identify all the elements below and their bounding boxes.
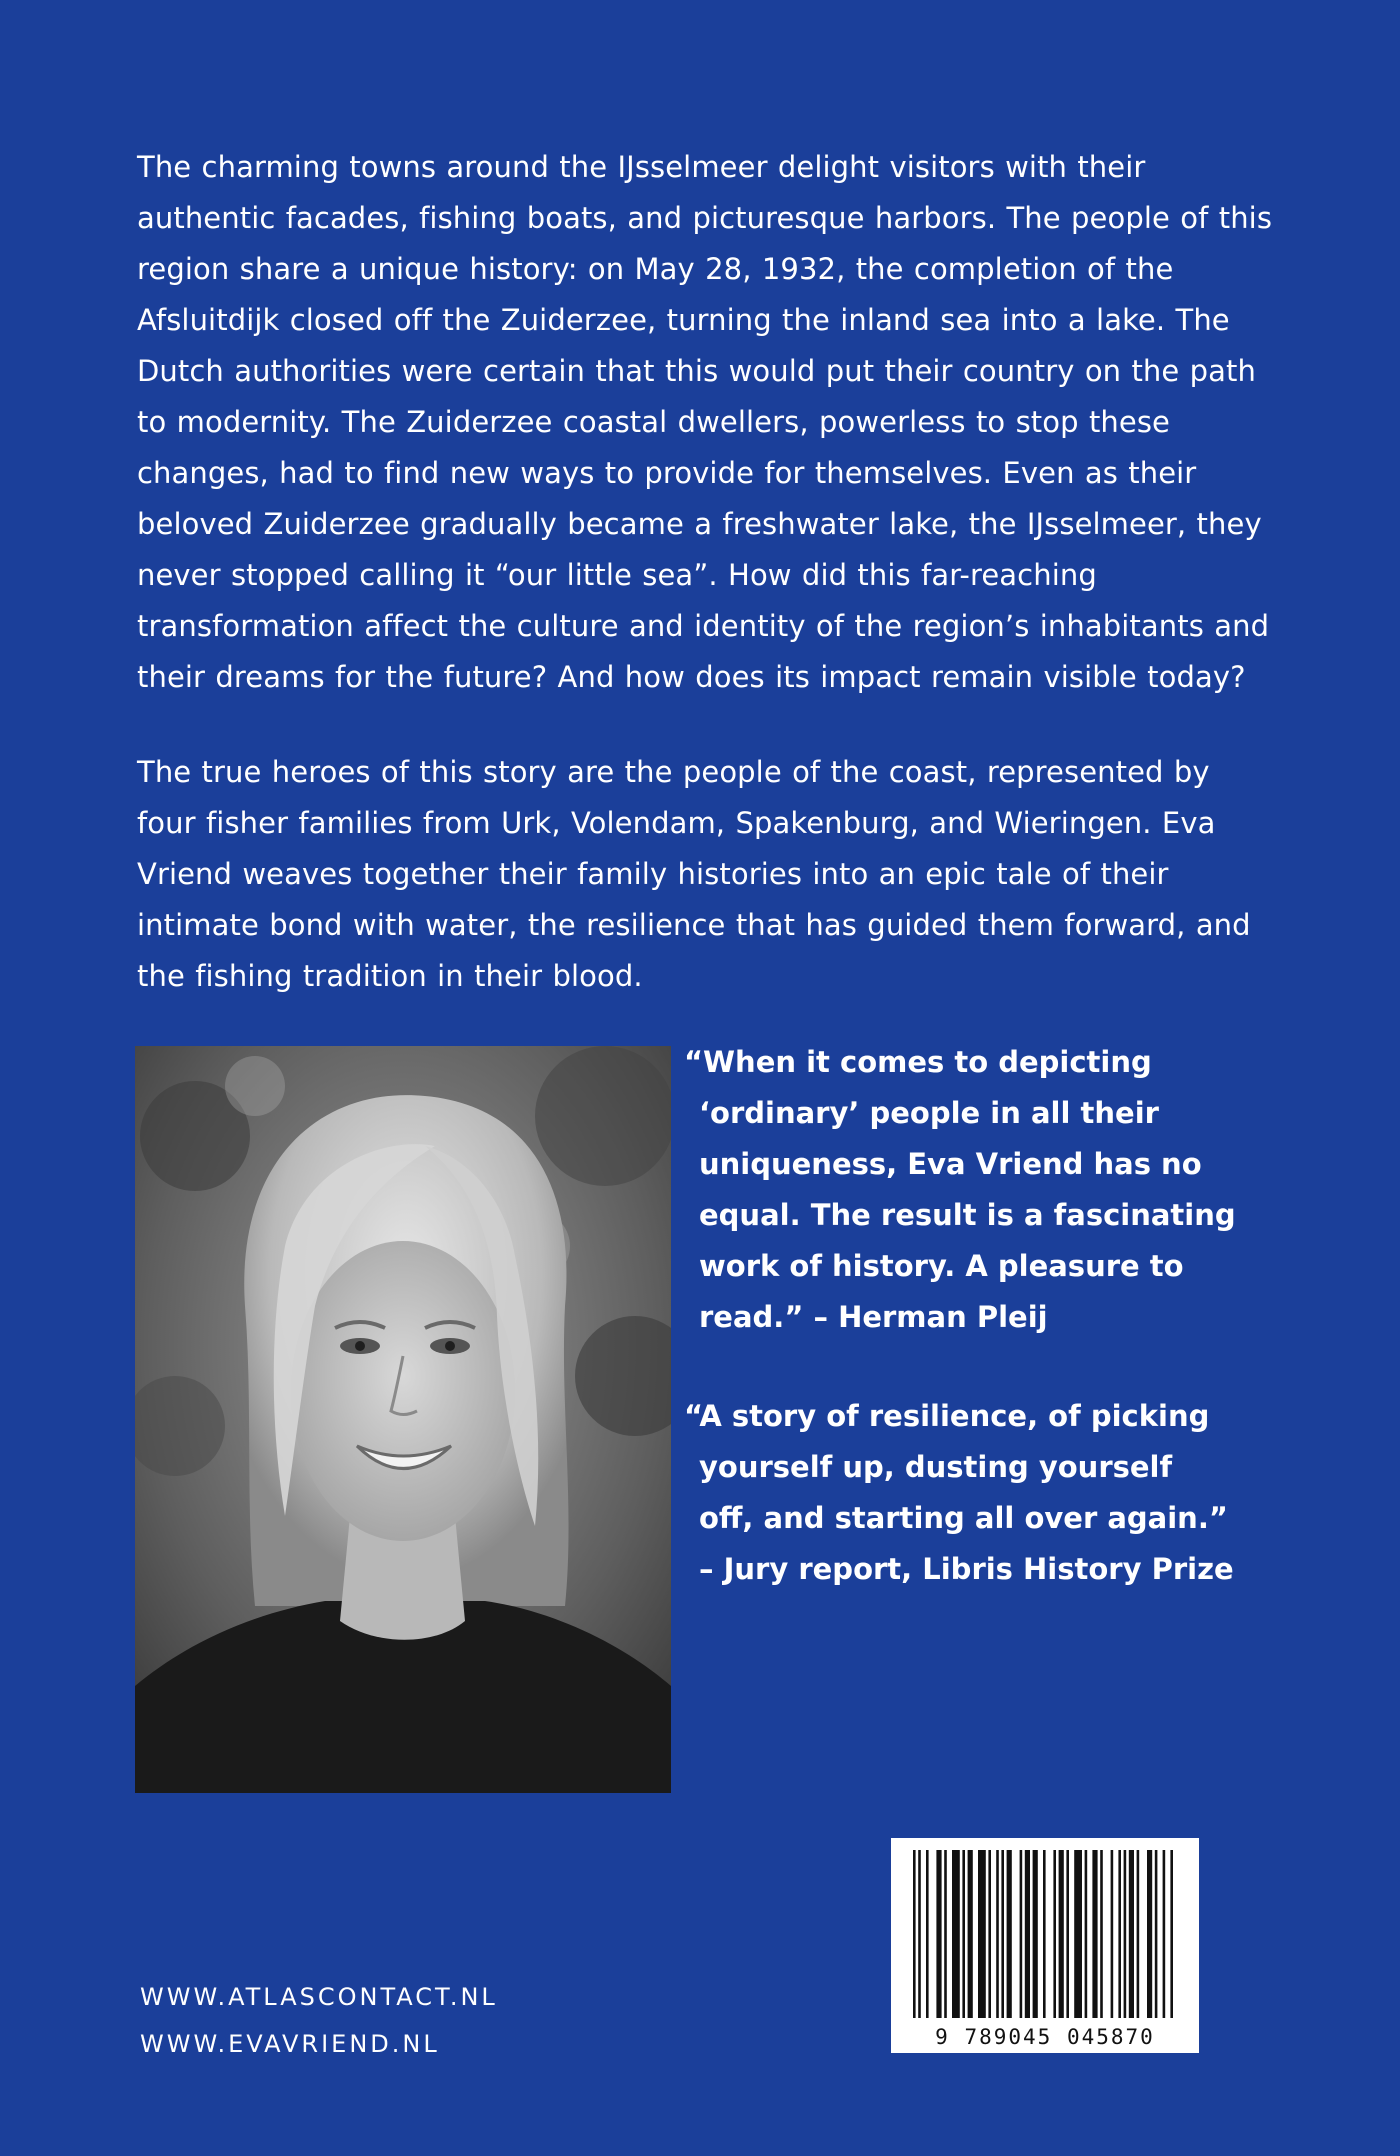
barcode-bar — [1170, 1850, 1173, 2018]
barcode-bar — [1100, 1850, 1103, 2018]
publisher-url: WWW.ATLASCONTACT.NL — [140, 1983, 498, 2011]
barcode-bar — [1111, 1850, 1114, 2018]
back-cover-blurb — [137, 142, 1277, 1046]
barcode-bar — [1124, 1850, 1127, 2018]
isbn-number: 9 789045 045870 — [935, 2025, 1155, 2049]
quote-line: equal. The result is a fascinating — [699, 1198, 1236, 1232]
barcode-bar — [1155, 1850, 1158, 2018]
barcode-bar — [1066, 1850, 1069, 2018]
review-quote-herman-pleij — [684, 1037, 1244, 1343]
barcode-bar — [1020, 1850, 1023, 2018]
barcode-bar — [1059, 1850, 1064, 2018]
isbn-barcode — [891, 1838, 1199, 2053]
barcode-bar — [1129, 1850, 1134, 2018]
quote-line: uniqueness, Eva Vriend has no — [699, 1147, 1202, 1181]
barcode-bar — [926, 1850, 929, 2018]
barcode-bar — [1001, 1850, 1004, 2018]
barcode-bar — [944, 1850, 947, 2018]
barcode-bars — [891, 1838, 1199, 2053]
review-quote-libris-jury — [684, 1391, 1244, 1595]
barcode-bar — [1043, 1850, 1046, 2018]
website-links — [140, 1974, 498, 2068]
barcode-bar — [1137, 1850, 1140, 2018]
barcode-bar — [913, 1850, 916, 2018]
quote-line: yourself up, dusting yourself — [699, 1450, 1173, 1484]
barcode-bar — [1074, 1850, 1082, 2018]
barcode-bar — [918, 1850, 921, 2018]
barcode-bar — [988, 1850, 991, 2018]
barcode-bar — [962, 1850, 965, 2018]
barcode-bar — [936, 1850, 941, 2018]
quote-line: – Jury report, Libris History Prize — [699, 1552, 1234, 1586]
barcode-bar — [968, 1850, 973, 2018]
blurb-paragraph-2: The true heroes of this story are the people of the coast, represented by four fisher families from Urk, Volendam, Spakenburg, and Wieringen. Eva Vriend weaves together their family histories into an epic tale of their intimate bond with water, the resilience that has guided them forward, and the fishing tradition in their blood. — [137, 755, 1251, 993]
barcode-bar — [1163, 1850, 1166, 2018]
barcode-bar — [1007, 1850, 1012, 2018]
quote-line: read.” – Herman Pleij — [699, 1300, 1048, 1334]
quote-line: “When it comes to depicting — [684, 1045, 1152, 1079]
barcode-bar — [978, 1850, 986, 2018]
barcode-bar — [1033, 1850, 1038, 2018]
barcode-bar — [1025, 1850, 1030, 2018]
barcode-bar — [952, 1850, 960, 2018]
quote-line: “A story of resilience, of picking — [684, 1399, 1210, 1433]
quote-line: work of history. A pleasure to — [699, 1249, 1184, 1283]
author-url: WWW.EVAVRIEND.NL — [140, 2030, 440, 2058]
barcode-bar — [1092, 1850, 1097, 2018]
quote-line: ‘ordinary’ people in all their — [699, 1096, 1159, 1130]
blurb-paragraph-1: The charming towns around the IJsselmeer delight visitors with their authentic facades, fishing boats, and picturesque harbors. The people of this region share a unique history: on May 28, 1932, the completion of the Afsluitdijk closed off the Zuiderzee, turning the inland sea into a lake. The Dutch authorities were certain that this would put their country on the path to modernity. The Zuiderzee coastal dwellers, powerless to stop these changes, had to find new ways to provide for themselves. Even as their beloved Zuiderzee gradually became a freshwater lake, the IJsselmeer, they never stopped calling it “our little sea”. How did this far-reaching transformation affect the culture and identity of the region’s inhabitants and their dreams for the future? And how does its impact remain visible today? — [137, 150, 1273, 694]
quote-line: off, and starting all over again.” — [699, 1501, 1228, 1535]
barcode-bar — [996, 1850, 999, 2018]
barcode-bar — [1085, 1850, 1088, 2018]
barcode-bar — [1053, 1850, 1056, 2018]
barcode-bar — [1147, 1850, 1152, 2018]
barcode-bar — [1118, 1850, 1121, 2018]
author-photo — [135, 1046, 671, 1793]
